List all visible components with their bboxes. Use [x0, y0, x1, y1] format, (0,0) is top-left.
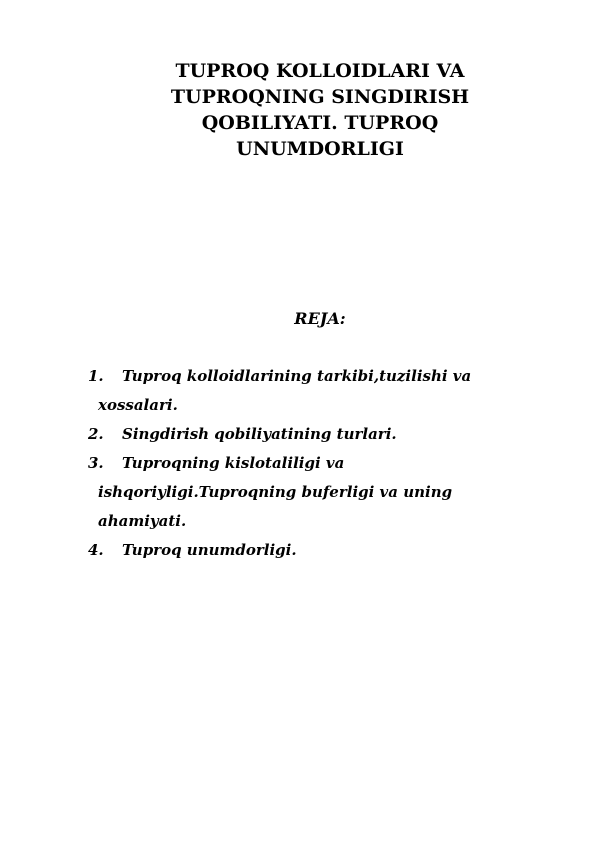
plan-item-4: [88, 536, 508, 565]
plan-item-number: 1.: [88, 367, 104, 385]
plan-item-number: 2.: [88, 425, 104, 443]
plan-item-line: Tuproqning kislotaliligi va: [122, 454, 345, 472]
plan-item-text: [122, 536, 508, 565]
plan-item-3: [88, 449, 508, 536]
plan-item-line: Singdirish qobiliyatining turlari.: [122, 425, 397, 443]
plan-item-line: Tuproq unumdorligi.: [122, 541, 297, 559]
plan-item-line: Tuproq kolloidlarining tarkibi,tuzilishi va: [122, 367, 472, 385]
plan-item-text: [98, 449, 508, 536]
plan-item-1: [88, 362, 508, 420]
plan-item-continuation: xossalari.: [98, 396, 178, 414]
plan-item-continuation: ishqoriyligi.Tuproqning buferligi va uning: [98, 483, 453, 501]
plan-list: [88, 362, 508, 565]
plan-item-number: 3.: [88, 454, 104, 472]
plan-heading: REJA:: [294, 309, 346, 328]
document-title: TUPROQ KOLLOIDLARI VA TUPROQNING SINGDIRISH QOBILIYATI. TUPROQ UNUMDORLIGI: [170, 60, 470, 160]
plan-item-text: [98, 362, 508, 420]
plan-item-text: [122, 420, 508, 449]
plan-item-2: [88, 420, 508, 449]
plan-item-number: 4.: [88, 541, 104, 559]
plan-item-continuation: ahamiyati.: [98, 512, 187, 530]
